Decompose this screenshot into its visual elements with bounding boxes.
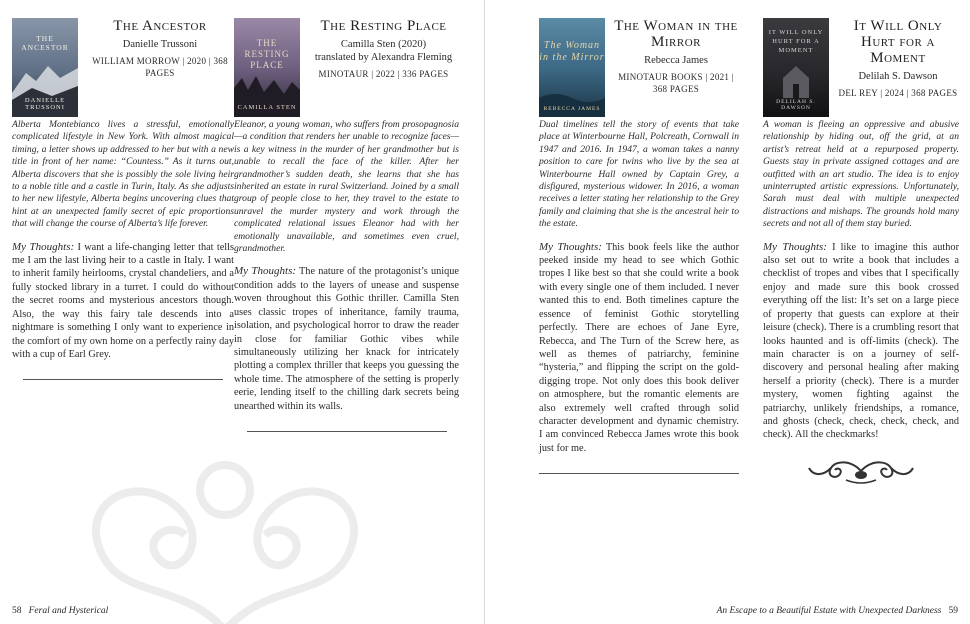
publisher-line: WILLIAM MORROW | 2020 | 368 PAGES: [92, 56, 228, 78]
book-entry-woman-in-mirror: [539, 18, 739, 474]
book-title: The Ancestor: [113, 18, 207, 34]
cover-author-text: DELILAH S. DAWSON: [776, 99, 816, 111]
thoughts-text: I want a life-changing letter that tells me I am the last living heir to a castle in Italy. I want to inherit family heirlooms, crystal chandeliers, and a fully stocked library in a turret. I could do without the secret rooms and mysterious ancestors though. Also, the way this fairy tale descends into a nightmare is something I only want to experience in the comfort of my own home on a perfectly rainy day with a cup of Earl Grey.: [12, 241, 234, 360]
left-footer: [12, 606, 108, 616]
book-author: Delilah S. Dawson: [858, 71, 938, 82]
my-thoughts: [234, 265, 459, 412]
section-divider: [23, 379, 223, 380]
book-author: Camilla Sten (2020): [340, 39, 427, 50]
cover-author-text: CAMILLA STEN: [237, 104, 297, 111]
thoughts-label: My Thoughts:: [234, 265, 297, 278]
right-footer: [717, 606, 958, 616]
book-summary: Alberta Montebianco lives a stressful, emotionally complicated lifestyle in New York. With almost magical timing, a letter shows up addressed to her but with a new title in front of her name: “Countess.” As it turns out, Alberta discovers that she is possibly the sole living heir to a noble title and a castle in Turin, Italy. As she adjusts to her new lifestyle, Alberta begins uncovering clues that hint at an unexpected family secret of epic proportions that will change the course of Alberta’s life forever.: [12, 119, 234, 230]
thoughts-text: I like to imagine this author also set out to write a book that includes a checklist of tropes and vibes that I specifically enjoy and made sure this book crossed everything off the list: It’s set on a large piece of property that guests can explore at their leisure (check). There is a crumbling resort that looks haunted and is off-limits (check). The main character is on a journey of self-discovery and personal healing after making herself a priority (check). There is a murder mystery, women fighting against the patriarchy, unlikely friendships, a romance, and ghosts (check, check, check, check, and check). All the checkmarks!: [763, 241, 960, 441]
my-thoughts: [12, 241, 234, 362]
thoughts-label: My Thoughts:: [539, 240, 602, 253]
book-summary: A woman is fleeing an oppressive and abusive relationship by hiding out, off the grid, at an artist’s retreat held at a repurposed property. Guests stay in private assigned cottages and are outfitted with an art studio. The idea is to enjoy uninterrupted artistic expressions. Unfortunately, Sarah must deal with multiple unexpected distractions and mishaps. The grounds hold many secrets and not all of them stay buried.: [763, 119, 959, 230]
book-summary: Eleanor, a young woman, who suffers from prosopagnosia—a condition that renders her unable to recognize faces—is a key witness in the murder of her grandmother but is unable to recall the face of the killer. After her grandmother’s sudden death, she learns that she has inherited an estate in rural Switzerland. Joined by a small group of people close to her, they travel to the estate to unravel the murder mystery and work through the complicated relational issues Eleanor had with her emotionally unavailable, and sometimes even cruel, grandmother.: [234, 119, 459, 255]
thoughts-text: The nature of the protagonist’s unique condition adds to the layers of unease and suspense woven throughout this Gothic thriller. Camilla Sten uses classic tropes of inheritance, family trauma, isolation, and psychological horror to draw the reader in close for familiar Gothic vibes while simultaneously utilizing her knack for intricately plotting a complex thriller that keeps you guessing the whole time. The atmosphere of the setting is properly eerie, lending itself to the chilling dark secrets being unearthed within its walls.: [234, 266, 459, 412]
book-entry-ancestor: [12, 18, 234, 380]
book-author: Rebecca James: [644, 55, 708, 66]
cover-title-text: The Woman in the Mirror: [539, 40, 605, 63]
cover-author-text: DANIELLE TRUSSONI: [24, 97, 66, 111]
flourish-ornament: [806, 456, 916, 486]
book-cover-ancestor: [12, 18, 78, 117]
cover-waves-art: [539, 18, 605, 117]
thoughts-label: My Thoughts:: [763, 240, 827, 253]
book-title: The Woman in the Mirror: [614, 18, 738, 50]
book-entry-resting-place: [234, 18, 459, 432]
cover-title-text: THE ANCESTOR: [21, 34, 69, 52]
book-cover-woman-in-mirror: [539, 18, 605, 117]
my-thoughts: [539, 241, 739, 456]
publisher-line: MINOTAUR | 2022 | 336 PAGES: [318, 69, 449, 79]
page-number: 59: [948, 606, 958, 616]
running-title: An Escape to a Beautiful Estate with Unexpected Darkness: [716, 606, 942, 616]
book-title: It Will Only Hurt for a Moment: [853, 18, 943, 66]
thoughts-text: This book feels like the author peeked inside my head to see which Gothic tropes I like best so that she could write a book with every single one of them included. I never wanted this to end. Both timelines capture the essence of feminist Gothic storytelling perfectly. There are echoes of Jane Eyre, Rebecca, and The Turn of the Screw here, as well as themes of patriarchy, feminine “hysteria,” and flipping the script on the gold-digging trope. Not only does this book deliver on atmosphere, but the romantic elements are also extremely well crafted through solid character development and dynamic chemistry. I am convinced Rebecca James wrote this book just for me.: [539, 241, 739, 454]
cover-title-text: IT WILL ONLY HURT FOR A MOMENT: [768, 29, 824, 54]
book-translator: translated by Alexandra Fleming: [314, 52, 453, 63]
book-cover-hurt-for-a-moment: [763, 18, 829, 117]
my-thoughts: [763, 241, 959, 442]
book-entry-hurt-for-a-moment: [763, 18, 959, 486]
publisher-line: DEL REY | 2024 | 368 PAGES: [838, 88, 958, 98]
section-divider: [539, 473, 739, 474]
ornamental-watermark: [60, 430, 390, 624]
page-number: 58: [12, 606, 22, 616]
cover-title-text: THE RESTING PLACE: [244, 38, 290, 70]
book-summary: Dual timelines tell the story of events that take place at Winterbourne Hall, Polcreath, Cornwall in 1947 and 2016. In 1947, a woman takes a nanny position to care for twins who live by the sea at Winterbourne Hall owned by Captain Grey, a disfigured, mysterious widower. In 2016, a woman receives a letter stating her relationship to the Grey family and claiming that she is the ancestral heir to the estate.: [539, 119, 739, 230]
book-cover-resting-place: [234, 18, 300, 117]
book-author: Danielle Trussoni: [122, 39, 198, 50]
thoughts-label: My Thoughts:: [12, 240, 75, 253]
book-title: The Resting Place: [320, 18, 447, 34]
section-divider: [247, 431, 447, 432]
publisher-line: MINOTAUR BOOKS | 2021 | 368 PAGES: [618, 72, 734, 94]
right-page: [485, 0, 970, 624]
running-title: Feral and Hysterical: [28, 606, 109, 616]
cover-author-text: REBECCA JAMES: [543, 106, 601, 112]
